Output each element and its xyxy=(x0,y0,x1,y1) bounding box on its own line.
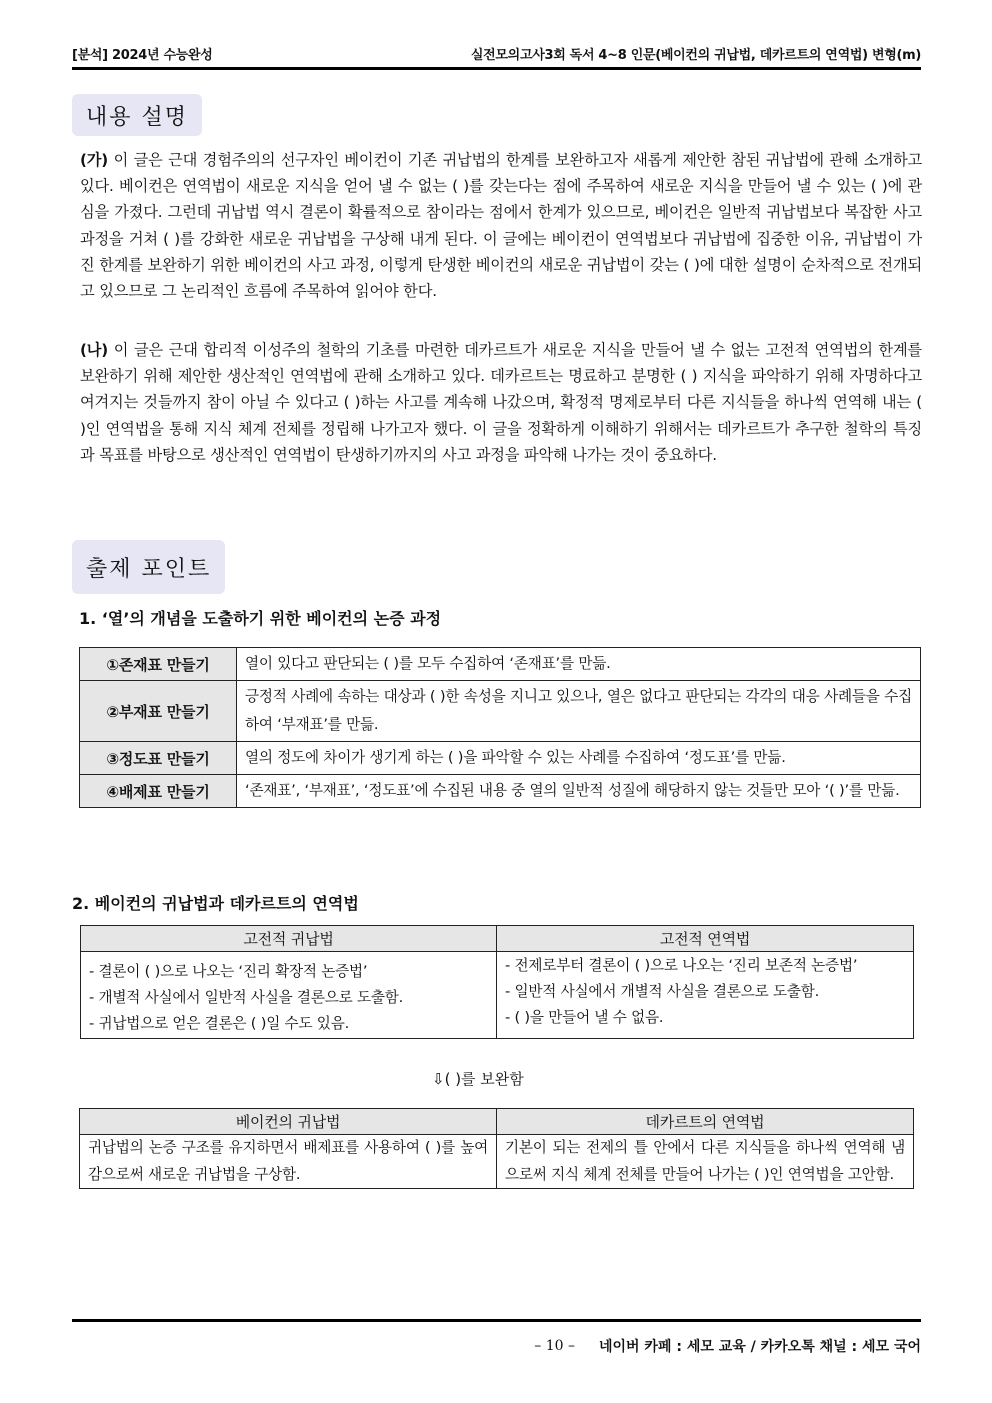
row-label: ③정도표 만들기 xyxy=(80,742,237,775)
table-row xyxy=(80,1135,914,1189)
paragraph-a-text: 이 글은 근대 경험주의의 선구자인 베이컨이 기존 귀납법의 한계를 보완하고자 새롭게 제안한 참된 귀납법에 관해 소개하고 있다. 베이컨은 연역법이 새로운 지식을 얻어 낼 수 없는 ( )를 갖는다는 점에 주목하여 새로운 지식을 만들어 낼 수 있는 ( )에 관심을 가졌다. 그런데 귀납법 역시 결론이 확률적으로 참이라는 점에서 한계가 있으므로, 베이컨은 일반적 귀납법보다 복잡한 사고 과정을 거쳐 ( )를 강화한 새로운 귀납법을 구상해 내게 된다. 이 글에는 베이컨이 연역법보다 귀납법에 집중한 이유, 귀납법이 가진 한계를 보완하기 위한 베이컨의 사고 과정, 이렇게 탄생한 베이컨의 새로운 귀납법이 갖는 ( )에 대한 설명이 순차적으로 전개되고 있으므로 그 논리적인 흐름에 주목하여 읽어야 한다. xyxy=(80,151,922,301)
row-label: ④배제표 만들기 xyxy=(80,775,237,808)
supplement-arrow-text: ⇩( )를 보완함 xyxy=(432,1070,524,1088)
paragraph-b-label: (나) xyxy=(80,341,109,359)
list-item: - 전제로부터 결론이 ( )으로 나오는 ‘진리 보존적 논증법’ xyxy=(505,957,858,974)
page-header xyxy=(72,44,921,70)
list-item: - 결론이 ( )으로 나오는 ‘진리 확장적 논증법’ xyxy=(89,963,368,980)
descartes-deduction-cell: 기본이 되는 전제의 틀 안에서 다른 지식들을 하나씩 연역해 냄으로써 지식 체계 전체를 만들어 나가는 ( )인 연역법을 고안함. xyxy=(497,1135,914,1189)
header-right: 실전모의고사3회 독서 4~8 인문(베이컨의 귀납법, 데카르트의 연역법) 변형(m) xyxy=(470,48,921,63)
list-item: - 일반적 사실에서 개별적 사실을 결론으로 도출함. xyxy=(505,983,820,1000)
footer-info: 네이버 카페 : 세모 교육 / 카카오톡 채널 : 세모 국어 xyxy=(598,1339,921,1355)
header-left: [분석] 2024년 수능완성 xyxy=(72,48,213,63)
header-classical-deduction: 고전적 연역법 xyxy=(497,926,914,952)
row-label: ①존재표 만들기 xyxy=(80,648,237,681)
page-footer xyxy=(534,1336,921,1356)
classical-deduction-cell xyxy=(497,952,914,1039)
header-classical-induction: 고전적 귀납법 xyxy=(81,926,497,952)
list-item: - 개별적 사실에서 일반적 사실을 결론으로 도출함. xyxy=(89,989,404,1006)
classical-induction-cell xyxy=(81,952,497,1039)
row-description: 열이 있다고 판단되는 ( )를 모두 수집하여 ‘존재표’를 만듦. xyxy=(237,648,921,681)
list-item: - ( )을 만들어 낼 수 없음. xyxy=(505,1009,664,1026)
table-row xyxy=(80,775,921,808)
subheading-bacon-argument: 1. ‘열’의 개념을 도출하기 위한 베이컨의 논증 과정 xyxy=(79,609,442,628)
subheading-induction-deduction: 2. 베이컨의 귀납법과 데카르트의 연역법 xyxy=(72,894,359,913)
paragraph-a-label: (가) xyxy=(80,151,109,169)
paragraph-b xyxy=(80,337,922,468)
section-title-exam-points: 출제 포인트 xyxy=(72,540,225,594)
table-row xyxy=(81,952,914,1039)
bacon-induction-cell: 귀납법의 논증 구조를 유지하면서 배제표를 사용하여 ( )를 높여 감으로써 새로운 귀납법을 구상함. xyxy=(80,1135,497,1189)
table-row xyxy=(80,681,921,742)
section-title-content-explanation: 내용 설명 xyxy=(72,94,202,136)
paragraph-b-text: 이 글은 근대 합리적 이성주의 철학의 기초를 마련한 데카르트가 새로운 지식을 만들어 낼 수 없는 고전적 연역법의 한계를 보완하기 위해 제안한 생산적인 연역법에 관해 소개하고 있다. 데카르트는 명료하고 분명한 ( ) 지식을 파악하기 위해 자명하다고 여겨지는 것들까지 참이 아닐 수 있다고 ( )하는 사고를 계속해 나갔으며, 확정적 명제로부터 다른 지식들을 하나씩 연역해 내는 ( )인 연역법을 통해 지식 체계 전체를 정립해 나가고자 했다. 이 글을 정확하게 이해하기 위해서는 데카르트가 추구한 철학의 특징과 목표를 바탕으로 생산적인 연역법이 탄생하기까지의 사고 과정을 파악해 나가는 것이 중요하다. xyxy=(80,341,922,464)
bacon-tables-table xyxy=(79,647,921,808)
bacon-descartes-table xyxy=(79,1108,914,1189)
table-header-row xyxy=(81,926,914,952)
table-row xyxy=(80,648,921,681)
table-header-row xyxy=(80,1109,914,1135)
row-label: ②부재표 만들기 xyxy=(80,681,237,742)
row-description: 열의 정도에 차이가 생기게 하는 ( )을 파악할 수 있는 사례를 수집하여 ‘정도표’를 만듦. xyxy=(237,742,921,775)
footer-divider xyxy=(72,1319,921,1322)
row-description: ‘존재표’, ‘부재표’, ‘정도표’에 수집된 내용 중 열의 일반적 성질에 해당하지 않는 것들만 모아 ‘( )’를 만듦. xyxy=(237,775,921,808)
list-item: - 귀납법으로 얻은 결론은 ( )일 수도 있음. xyxy=(89,1015,350,1032)
table-row xyxy=(80,742,921,775)
header-bacon-induction: 베이컨의 귀납법 xyxy=(80,1109,497,1135)
header-descartes-deduction: 데카르트의 연역법 xyxy=(497,1109,914,1135)
classical-methods-table xyxy=(80,925,914,1039)
page-number: – 10 – xyxy=(534,1338,575,1354)
paragraph-a xyxy=(80,147,922,304)
row-description: 긍정적 사례에 속하는 대상과 ( )한 속성을 지니고 있으나, 열은 없다고 판단되는 각각의 대응 사례들을 수집하여 ‘부재표’를 만듦. xyxy=(237,681,921,742)
